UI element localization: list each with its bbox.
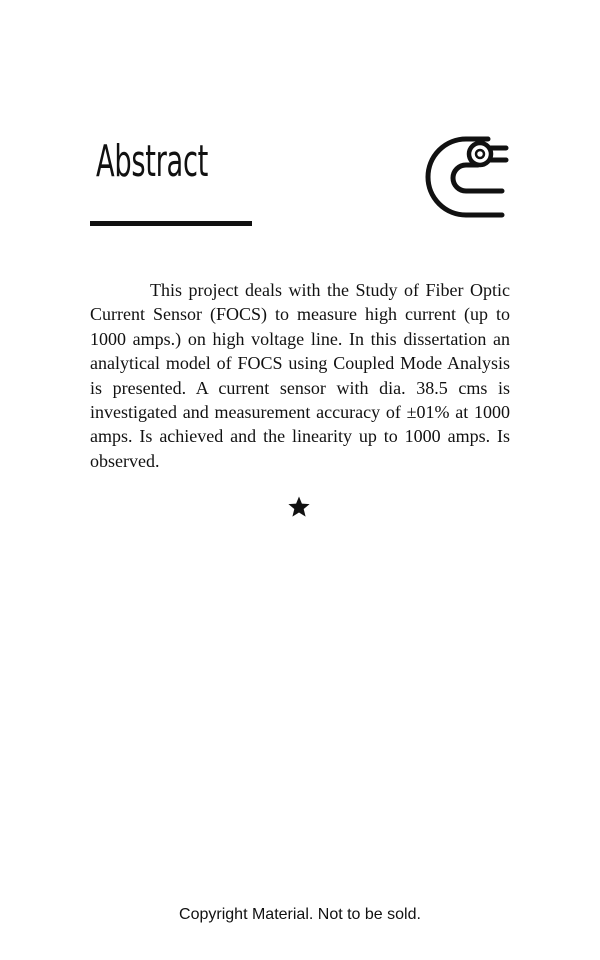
star-icon [287,495,311,519]
section-title: Abstract [96,136,209,187]
title-underline [90,221,252,226]
abstract-paragraph: This project deals with the Study of Fiber Optic Current Sensor (FOCS) to measure high current (up to 1000 amps.) on high voltage line. In this dissertation an analytical model of FOCS using Coupled Mode Analysis is presented. A current sensor with dia. 38.5 cms is investigated and measurement accuracy of ±01% at 1000 amps. Is achieved and the linearity up to 1000 amps. Is observed. [90,280,510,471]
copyright-notice: Copyright Material. Not to be sold. [179,906,421,923]
plug-cable-icon [414,130,510,226]
